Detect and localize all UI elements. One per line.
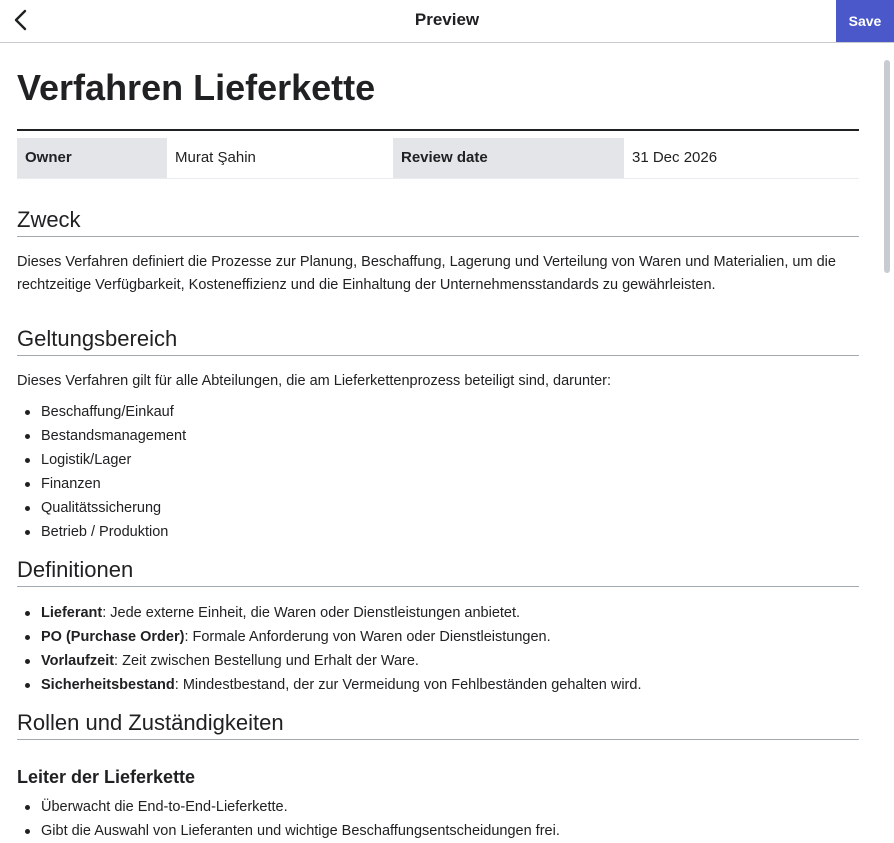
list-item <box>17 673 859 697</box>
section-heading-definitionen: Definitionen <box>17 556 859 587</box>
page-header-title: Preview <box>414 10 480 29</box>
top-bar <box>0 0 894 43</box>
meta-row <box>17 138 859 178</box>
list-item: Qualitätssicherung <box>17 496 859 520</box>
owner-value: Murat Şahin <box>167 138 393 178</box>
definitionen-list <box>17 601 859 697</box>
definition-desc: : Jede externe Einheit, die Waren oder Dienstleistungen anbietet. <box>102 604 521 621</box>
rollen-list <box>17 795 859 843</box>
definition-term: Sicherheitsbestand <box>41 676 175 693</box>
list-item: Logistik/Lager <box>17 448 859 472</box>
save-button[interactable]: Save <box>836 0 894 42</box>
definition-term: Lieferant <box>41 604 103 621</box>
geltungsbereich-list <box>17 400 859 544</box>
list-item: Betrieb / Produktion <box>17 520 859 544</box>
review-date-value: 31 Dec 2026 <box>624 138 859 178</box>
list-item: Beschaffung/Einkauf <box>17 400 859 424</box>
owner-label: Owner <box>17 138 167 178</box>
zweck-text: Dieses Verfahren definiert die Prozesse zur Planung, Beschaffung, Lagerung und Verteilung von Waren und Materialien, um die rechtzeitige Verfügbarkeit, Kosteneffizienz und die Einhaltung der Unternehmensstandards zu gewährleisten. <box>17 253 836 293</box>
section-heading-rollen: Rollen und Zuständigkeiten <box>17 709 859 740</box>
list-item: Finanzen <box>17 472 859 496</box>
definition-desc: : Mindestbestand, der zur Vermeidung von Fehlbeständen gehalten wird. <box>174 676 642 693</box>
definition-term: PO (Purchase Order) <box>41 628 185 645</box>
definition-desc: : Formale Anforderung von Waren oder Dienstleistungen. <box>184 628 551 645</box>
review-date-label: Review date <box>393 138 624 178</box>
subheading-leiter: Leiter der Lieferkette <box>17 766 196 787</box>
document-title: Verfahren Lieferkette <box>17 68 859 131</box>
list-item: Überwacht die End-to-End-Lieferkette. <box>17 795 859 819</box>
document-content <box>17 43 859 839</box>
definition-term: Vorlaufzeit <box>41 652 115 669</box>
definition-desc: : Zeit zwischen Bestellung und Erhalt der Ware. <box>114 652 419 669</box>
scrollbar-thumb[interactable] <box>884 60 890 273</box>
section-heading-geltungsbereich: Geltungsbereich <box>17 325 859 356</box>
section-heading-zweck: Zweck <box>17 206 859 237</box>
list-item: Bestandsmanagement <box>17 424 859 448</box>
meta-table <box>17 138 859 179</box>
list-item <box>17 649 859 673</box>
list-item <box>17 625 859 649</box>
list-item: Gibt die Auswahl von Lieferanten und wichtige Beschaffungsentscheidungen frei. <box>17 819 859 843</box>
list-item <box>17 601 859 625</box>
geltungsbereich-text: Dieses Verfahren gilt für alle Abteilungen, die am Lieferkettenprozess beteiligt sind, darunter: <box>17 372 612 389</box>
